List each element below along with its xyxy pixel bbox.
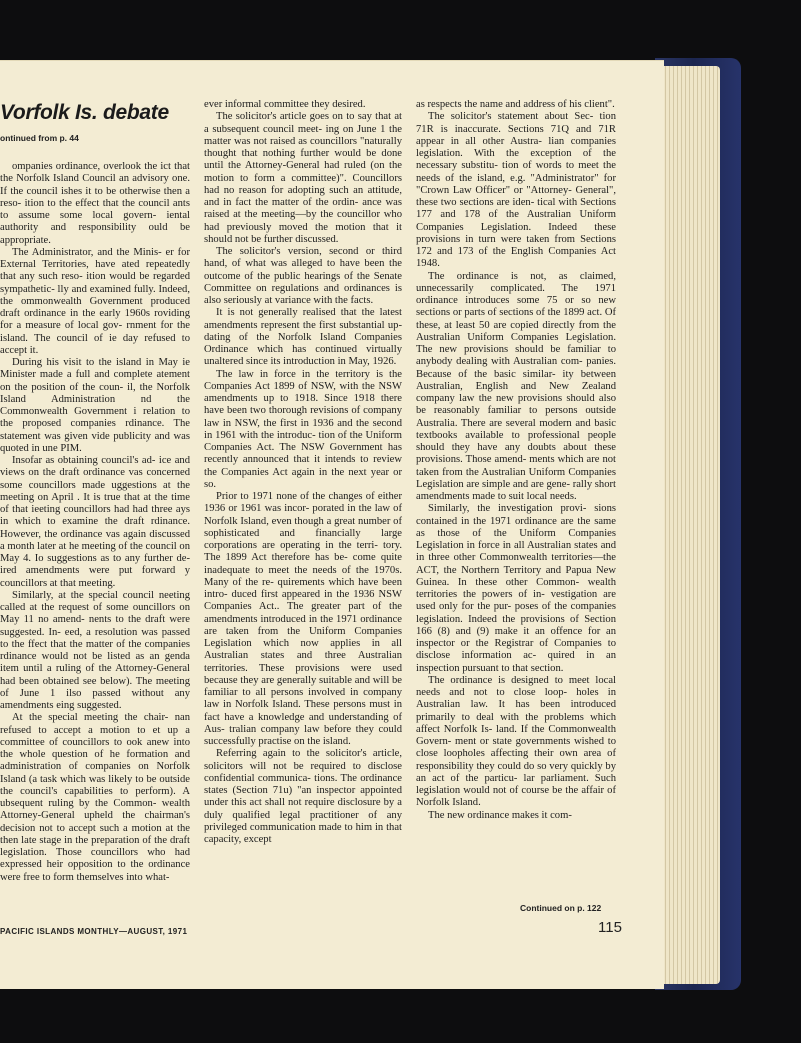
article-headline: Vorfolk Is. debate — [0, 101, 169, 124]
paragraph: as respects the name and address of his client". — [416, 99, 615, 110]
paragraph: Similarly, the investigation provi- sions contained in the 1971 ordinance are the same as those of the Uniform Companies Legislation in force in all Australian states and in three other Commonwealth territories—the ACT, the Northern Territory and Papua New Guinea. In these other Common- wealth territories the powers of in- vestigation are used only for the pur- poses of the companies legislation. Indeed the provisions of Section 166 (8) and (9) make it an offence for an inspector or the Registrar of Companies to disclose information ac- quired in an inspection pursuant to that section. — [416, 503, 616, 674]
text-column-1 — [0, 161, 190, 884]
paragraph: Referring again to the solicitor's article, solicitors will not be required to disclose confidential communica- tions. The ordinance states (Section 71u) "an inspector appointed under this act shall not require disclosure by a duly qualified legal practitioner of any privileged communication made to him in that capacity, except — [204, 748, 402, 845]
continued-from-note: ontinued from p. 44 — [0, 133, 79, 143]
text-column-3 — [416, 99, 616, 822]
paragraph: Similarly, at the special council neeting called at the request of some ouncillors on May 11 no amend- nents to the draft were suggested. In- eed, a resolution was passed to the ffect that the matter of the companies rdinance would not be listed as an genda item until a ruling of the Attorney-General had been obtained see below). The meeting of June 1 ilso passed without any amendments eing suggested. — [0, 589, 190, 711]
paragraph: The ordinance is designed to meet local needs and not to close loop- holes in Australian law. It has been introduced primarily to deal with the problems which affect Norfolk Is- land. If the Commonwealth Govern- ment or state governments wished to close loopholes affecting their own area of responsibility they could do so very quickly by an act of the particu- lar parliament. Such legislation would not of course be the affair of Norfolk Island. — [416, 674, 616, 809]
paragraph: Prior to 1971 none of the changes of either 1936 or 1961 was incor- porated in the law of Norfolk Island, even though a great number of sophisticated and financially large corporations are operating in the terri- tory. The 1899 Act therefore has be- come quite inadequate to meet the needs of the 1970s. Many of the re- quirements which have been intro- duced first appeared in the 1936 NSW Companies Act.. The greater part of the amendments introduced in the 1971 ordinance are taken from the Uniform Companies Legislation which now applies in all Australian states and three Australian territories. These provisions were used because they are generally suitable and will be familiar to all persons involved in company law in Norfolk Island. These persons must in fact have a knowledge and understanding of Aus- tralian company law before they could successfully practise on the island. — [204, 491, 402, 747]
paragraph: It is not generally realised that the latest amendments represent the first substantial up-dating of the Norfolk Island Companies Ordinance which has continued virtually unaltered since its introduction in May, 1926. — [204, 307, 402, 368]
paragraph: At the special meeting the chair- nan refused to accept a motion to et up a committee of councillors to ook anew into the whole question of he formation and administration of companies on Norfolk Island (a task which was likely to be outside the council's capabilities to perform). A ubsequent ruling by the Common- wealth Attorney-General upheld the chairman's decision not to accept such a motion at the then late stage in the preparation of the draft legislation. Those councillors who had expressed heir opposition to the ordinance were free to form themselves into what- — [0, 712, 190, 883]
paragraph: During his visit to the island in May ie Minister made a full and complete atement on the position of the coun- il, the Norfolk Island Administration nd the Commonwealth Government i relation to the proposed companies rdinance. The statement was given vide publicity and was quoted in une PIM. — [0, 357, 190, 454]
paragraph: ompanies ordinance, overlook the ict that the Norfolk Island Council an advisory one. If the council ishes it to be otherwise then a reso- ition to the effect that the council ants to assume some local govern- iental authority and responsibility ould be appropriate. — [0, 161, 190, 246]
page-number: 115 — [598, 919, 622, 936]
paragraph: The new ordinance makes it com- — [428, 809, 572, 821]
paragraph: The law in force in the territory is the Companies Act 1899 of NSW, with the NSW amendments up to 1918. Since 1918 there have been two thorough revisions of company law in NSW, the first in 1936 and the second in 1961 with the introduc- tion of the Uniform Companies Act. The NSW Government has recently announced that it intends to review the Companies Act again in the next year or so. — [204, 368, 402, 490]
paragraph: The Administrator, and the Minis- er for External Territories, have ated repeatedly that any such reso- ition would be regarded sympathetic- lly and examined fully. Indeed, the ommonwealth Government produced draft ordinance in the early 1960s roviding for a measure of local gov- rnment for the island. The council of ie day refused to accept it. — [0, 246, 190, 356]
continued-on-note: Continued on p. 122 — [520, 903, 602, 913]
publication-footer: PACIFIC ISLANDS MONTHLY—AUGUST, 1971 — [0, 927, 188, 936]
paragraph: Insofar as obtaining council's ad- ice and views on the draft ordinance vas concerned some councillors made uggestions at the meeting on April . It is true that at the time of that ieeting councillors had had three ays in which to examine the draft rdinance. However, the ordinance vas again discussed a month later at he meeting of the council on May 4. Io suggestions as to any further de- ired amendments were put forward y councillors at that meeting. — [0, 455, 190, 589]
paragraph: The solicitor's version, second or third hand, of what was alleged to have been the outcome of the public hearings of the Senate Committee on regulations and ordinances is also seriously at variance with the facts. — [204, 246, 402, 306]
paragraph: The solicitor's article goes on to say that at a subsequent council meet- ing on June 1 the matter was not raised as councillors "naturally thought that nothing further would be done until the Attorney-General had ruled (on the motion to form a committee)". Councillors had no reason for adopting such an attitude, and in fact the matter of the ordin- ance was raised at the meeting—by the councillor who had previously moved the motion that it should not be further discussed. — [204, 111, 402, 245]
paragraph: The ordinance is not, as claimed, unnecessarily complicated. The 1971 ordinance introduces some 75 or so new sections or parts of sections of the 1899 act. Of these, at least 50 are copied directly from the Australian Uniform Companies Legislation. The new provisions should be familiar to anybody dealing with Australian com- panies. Because of the basic similar- ity between Australian, English and New Zealand company law the new provisions should also be reasonably familiar to persons outside Australia. There are several modern and basic textbooks available to professional people should they have any doubts about these provisions. Those amend- ments which are not taken from the Australian Uniform Companies Legislation are simple and are gene- rally short amendments made to suit local needs. — [416, 270, 616, 502]
magazine-page — [0, 60, 664, 989]
text-column-2 — [204, 99, 402, 846]
paragraph: ever informal committee they desired. — [204, 99, 366, 110]
paragraph: The solicitor's statement about Sec- tion 71R is inaccurate. Sections 71Q and 71R appear in all other Austra- lian companies legislation. With the exception of the necessary substitu- tion of words to meet the needs of the island, e.g. "Administrator" for "Crown Law Officer" or "Attorney- General", these two sections are iden- tical with Sections 177 and 178 of the Australian Uniform Companies Legislation. Indeed these provisions in turn were taken from Sections 172 and 173 of the English Companies Act 1948. — [416, 111, 616, 270]
